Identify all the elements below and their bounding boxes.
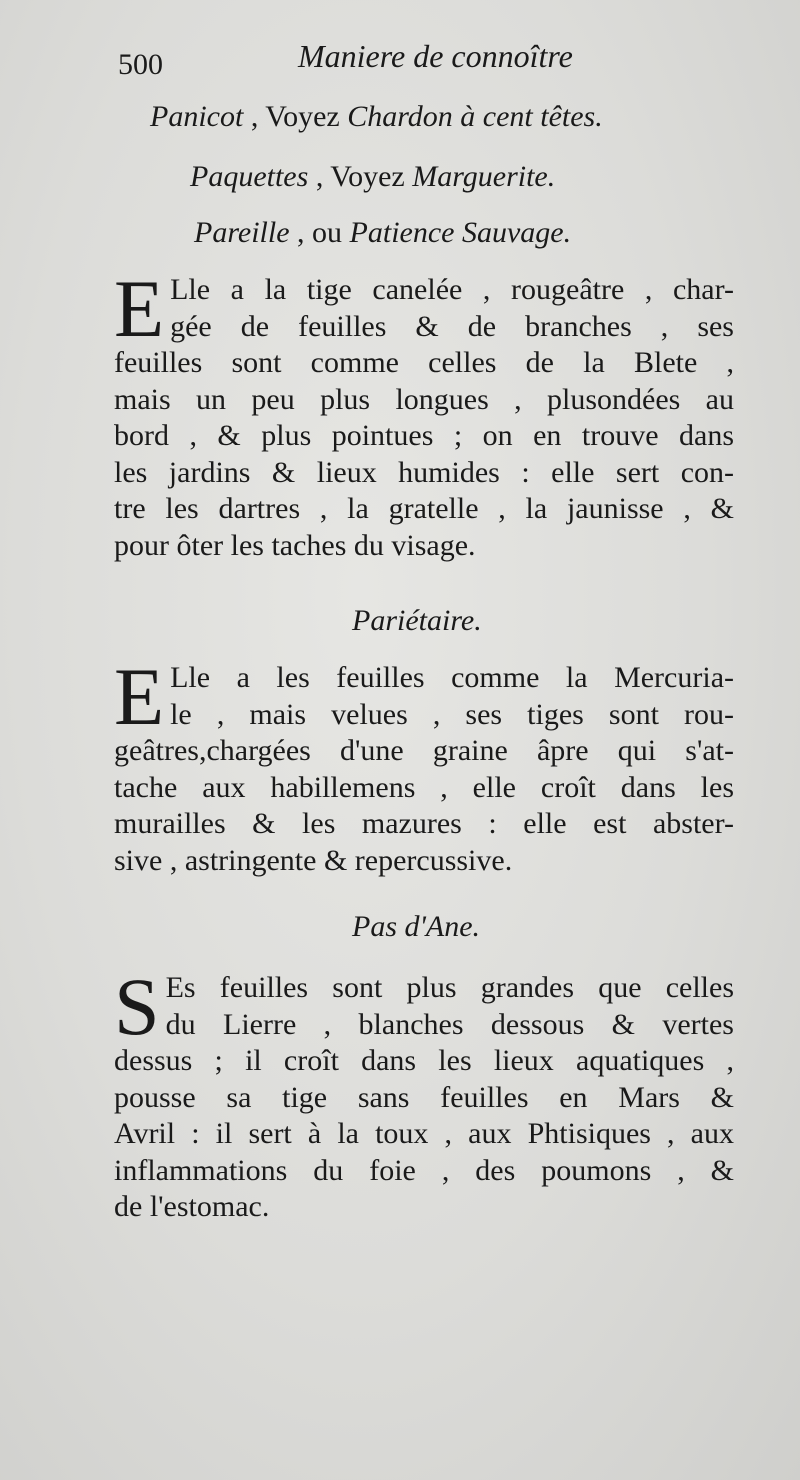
text-line: les jardins & lieux humides : elle sert con- (114, 455, 734, 489)
heading-name: Pariétaire. (352, 604, 482, 637)
heading-separator: , Voyez (308, 160, 413, 193)
text-line: Es feuilles sont plus grandes que celles (165, 971, 734, 1004)
text-line: Lle a la tige canelée , rougeâtre , char- (170, 273, 734, 306)
drop-cap: S (114, 961, 160, 1052)
text-line: tache aux habillemens , elle croît dans les (114, 770, 734, 804)
heading-separator: , ou (289, 216, 350, 249)
text-line: pour ôter les taches du visage. (114, 528, 476, 562)
drop-cap: E (114, 651, 165, 742)
text-line: pousse sa tige sans feuilles en Mars & (114, 1080, 734, 1114)
text-line: mais un peu plus longues , plusondées au (114, 382, 734, 416)
text-line: Lle a les feuilles comme la Mercuria- (170, 661, 734, 694)
heading-paquettes (190, 160, 555, 194)
text-line: tre les dartres , la gratelle , la jaunisse , & (114, 492, 734, 525)
text-line: le , mais velues , ses tiges sont rou- (170, 697, 734, 731)
entry-pas-dane (114, 961, 734, 1226)
heading-pas-dane (352, 910, 480, 944)
heading-reference: Chardon à cent têtes. (347, 100, 603, 133)
text-line: feuilles sont comme celles de la Blete , (114, 346, 734, 379)
text-line: gée de feuilles & de branches , ses (170, 309, 734, 343)
drop-cap: E (114, 263, 165, 354)
text-line: de l'estomac. (114, 1190, 270, 1223)
heading-parietaire (352, 604, 482, 638)
entry-pareille (114, 263, 734, 564)
heading-name: Pareille (194, 216, 290, 249)
text-line: murailles & les mazures : elle est abster- (114, 807, 734, 840)
text-line: Avril : il sert à la toux , aux Phtisiques , aux (114, 1117, 734, 1150)
entry-parietaire (114, 651, 734, 879)
heading-separator: , Voyez (243, 100, 348, 133)
heading-name: Paquettes (190, 160, 309, 193)
page-header (118, 38, 638, 88)
text-line: bord , & plus pointues ; on en trouve dans (114, 419, 734, 452)
text-line: sive , astringente & repercussive. (114, 843, 513, 877)
heading-name: Pas d'Ane. (352, 910, 481, 943)
heading-panicot (150, 100, 603, 134)
text-line: du Lierre , blanches dessous & vertes (165, 1007, 734, 1041)
text-line: dessus ; il croît dans les lieux aquatiques , (114, 1044, 734, 1077)
running-head: Maniere de connoître (298, 38, 573, 74)
text-line: inflammations du foie , des poumons , & (114, 1153, 734, 1187)
heading-reference: Patience Sauvage. (349, 216, 572, 249)
heading-name: Panicot (150, 100, 244, 133)
page-number: 500 (118, 48, 163, 81)
heading-pareille (194, 216, 571, 250)
heading-reference: Marguerite. (412, 160, 556, 193)
text-line: geâtres,chargées d'une graine âpre qui s'at- (114, 734, 734, 767)
